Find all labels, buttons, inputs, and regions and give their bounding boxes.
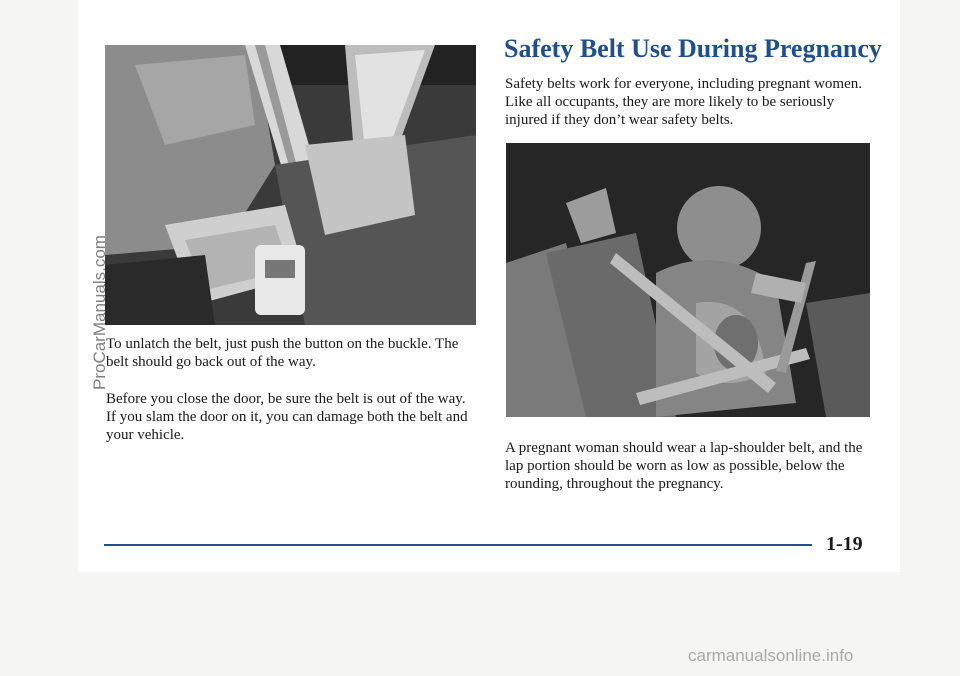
- intro-paragraph: Safety belts work for everyone, including pregnant women. Like all occupants, they are more likely to be seriously injured if they don’t wear safety belts.: [505, 76, 862, 128]
- buckle-unlatch-photo: [105, 45, 476, 325]
- bottom-watermark: carmanualsonline.info: [688, 646, 854, 665]
- footer-rule: [104, 544, 812, 546]
- page-number: 1-19: [826, 533, 863, 555]
- section-heading: Safety Belt Use During Pregnancy: [504, 34, 882, 63]
- pregnancy-belt-paragraph: A pregnant woman should wear a lap-shoulder belt, and the lap portion should be worn as low as possible, below the rounding, throughout the pregnancy.: [505, 440, 863, 492]
- unlatch-paragraph: To unlatch the belt, just push the button on the buckle. The belt should go back out of the way.: [106, 336, 459, 370]
- side-watermark: ProCarManuals.com: [90, 235, 109, 390]
- door-caution-paragraph: Before you close the door, be sure the belt is out of the way. If you slam the door on it, you can damage both the belt and your vehicle.: [106, 391, 468, 443]
- pregnant-occupant-illustration: [506, 143, 870, 417]
